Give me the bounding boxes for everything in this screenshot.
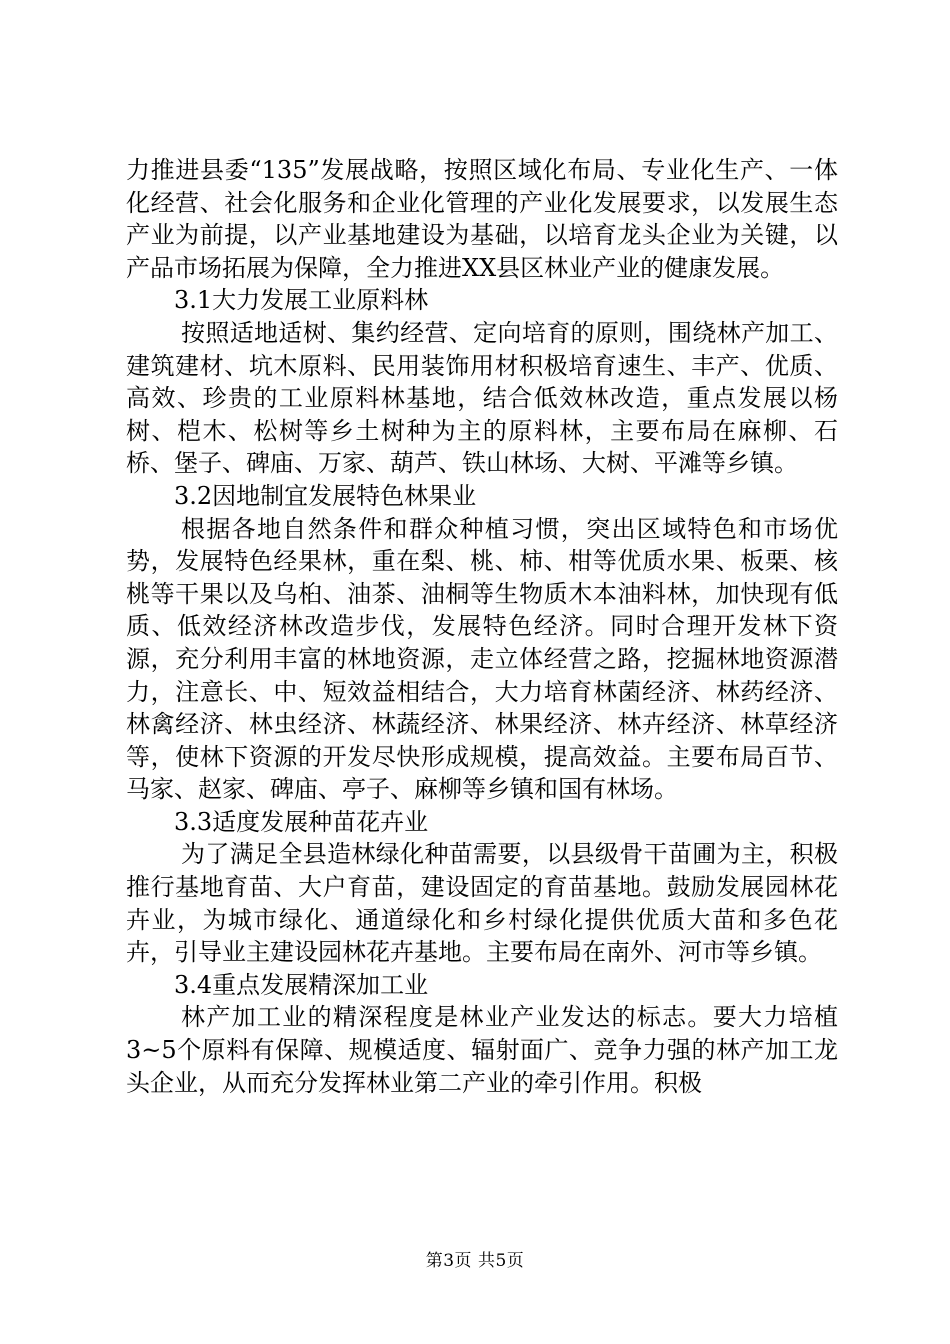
section-heading-3-3: 3.3适度发展种苗花卉业 (174, 807, 429, 836)
paragraph-3-2: 根据各地自然条件和群众种植习惯，突出区域特色和市场优势，发展特色经果林，重在梨、桃、柿、柑等优质水果、板栗、核桃等干果以及乌桕、油茶、油桐等生物质木本油料林，加快现有低质、低效经济林改造步伐，发展特色经济。同时合理开发林下资源，充分利用丰富的林地资源，走立体经营之路，挖掘林地资源潜力，注意长、中、短效益相结合，大力培育林菌经济、林药经济、林禽经济、林虫经济、林蔬经济、林果经济、林卉经济、林草经济等，使林下资源的开发尽快形成规模，提高效益。主要布局百节、马家、赵家、碑庙、亭子、麻柳等乡镇和国有林场。 (126, 514, 838, 804)
page-number-footer: 第3页 共5页 (425, 1251, 525, 1271)
section-heading-3-2: 3.2因地制宜发展特色林果业 (174, 481, 477, 510)
document-body (126, 154, 838, 1099)
section-heading-3-1: 3.1大力发展工业原料林 (174, 286, 429, 315)
paragraph-3-3: 为了满足全县造林绿化种苗需要，以县级骨干苗圃为主，积极推行基地育苗、大户育苗，建设固定的育苗基地。鼓励发展园林花卉业，为城市绿化、通道绿化和乡村绿化提供优质大苗和多色花卉，引导业主建设园林花卉基地。主要布局在南外、河市等乡镇。 (126, 840, 838, 967)
paragraph-intro: 力推进县委“135”发展战略，按照区域化布局、专业化生产、一体化经营、社会化服务和企业化管理的产业化发展要求，以发展生态产业为前提，以产业基地建设为基础，以培育龙头企业为关键，以产品市场拓展为保障，全力推进XX县区林业产业的健康发展。 (126, 156, 838, 282)
paragraph-3-4: 林产加工业的精深程度是林业产业发达的标志。要大力培植3~5个原料有保障、规模适度、辐射面广、竞争力强的林产加工龙头企业，从而充分发挥林业第二产业的牵引作用。积极 (126, 1003, 838, 1097)
paragraph-3-1: 按照适地适树、集约经营、定向培育的原则，围绕林产加工、建筑建材、坑木原料、民用装饰用材积极培育速生、丰产、优质、高效、珍贵的工业原料林基地，结合低效林改造，重点发展以杨树、桤木、松树等乡土树种为主的原料林，主要布局在麻柳、石桥、堡子、碑庙、万家、葫芦、铁山林场、大树、平滩等乡镇。 (126, 318, 838, 478)
section-heading-3-4: 3.4重点发展精深加工业 (174, 970, 429, 999)
